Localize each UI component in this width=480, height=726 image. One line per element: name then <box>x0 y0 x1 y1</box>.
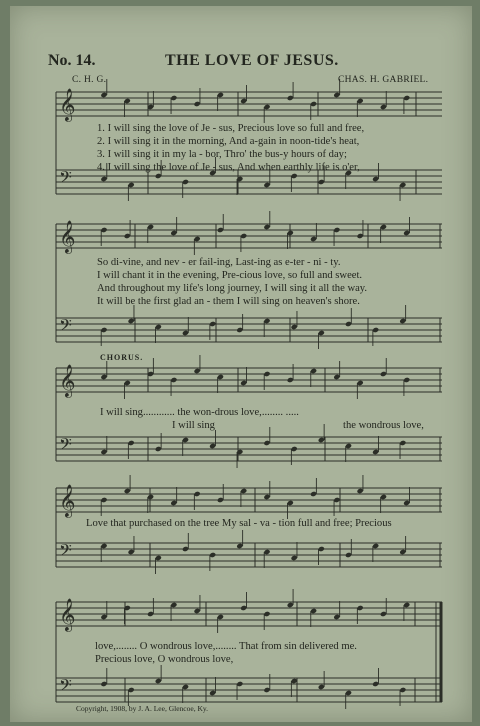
bass-clef-icon: 𝄢 <box>59 540 72 564</box>
verse-3-line-a: 3. I will sing it in my la - bor, Thro' the bus-y hours of day; <box>97 149 347 160</box>
verse-4-line-a: 4. I will sing the love of Je - sus, And when earthly life is o'er, <box>97 162 360 173</box>
bass-clef-icon: 𝄢 <box>59 675 72 699</box>
treble-clef-icon: 𝄞 <box>59 484 76 517</box>
composer-credit: CHAS. H. GABRIEL. <box>338 75 429 85</box>
verse-2-line-b: I will chant it in the evening, Pre-cious love, so full and sweet. <box>97 270 363 281</box>
hymn-number: No. 14. <box>48 52 96 69</box>
bass-clef-icon: 𝄢 <box>59 167 72 191</box>
bass-clef-icon: 𝄢 <box>59 434 72 458</box>
verse-lines-part-2 <box>97 256 367 308</box>
treble-clef-icon: 𝄞 <box>59 220 76 253</box>
verse-1-line-a: 1. I will sing the love of Je - sus, Precious love so full and free, <box>97 123 365 134</box>
chorus-line-1-bottom-b: the wondrous love, <box>343 420 424 431</box>
chorus-line-3-top: love,........ O wondrous love,........ That from sin delivered me. <box>95 641 357 652</box>
verse-1-line-b: So di-vine, and nev - er fail-ing, Last-ing as e-ter - ni - ty. <box>97 257 341 268</box>
verse-4-line-b: It will be the first glad an - them I will sing on heaven's shore. <box>97 296 360 307</box>
chorus-line-1-top: I will sing............ the won-drous love,........ ..... <box>100 407 299 418</box>
bass-clef-icon: 𝄢 <box>59 315 72 339</box>
treble-clef-icon: 𝄞 <box>59 598 76 631</box>
hymn-title: THE LOVE OF JESUS. <box>165 52 339 69</box>
chorus-label: CHORUS. <box>100 353 144 362</box>
chorus-line-3-bottom: Precious love, O wondrous love, <box>95 654 234 665</box>
chorus-line-2: Love that purchased on the tree My sal - va - tion full and free; Precious <box>86 518 392 529</box>
lyricist-credit: C. H. G. <box>72 75 107 85</box>
verse-3-line-b: And throughout my life's long journey, I will sing it all the way. <box>97 283 368 294</box>
treble-clef-icon: 𝄞 <box>59 364 76 397</box>
copyright-notice: Copyright, 1908, by J. A. Lee, Glencoe, Ky. <box>76 704 208 713</box>
treble-clef-icon: 𝄞 <box>59 88 76 121</box>
chorus-line-1-bottom-a: I will sing <box>172 420 215 431</box>
verse-lines-part-1 <box>97 122 364 174</box>
verse-2-line-a: 2. I will sing it in the morning, And a-gain in noon-tide's heat, <box>97 136 360 147</box>
